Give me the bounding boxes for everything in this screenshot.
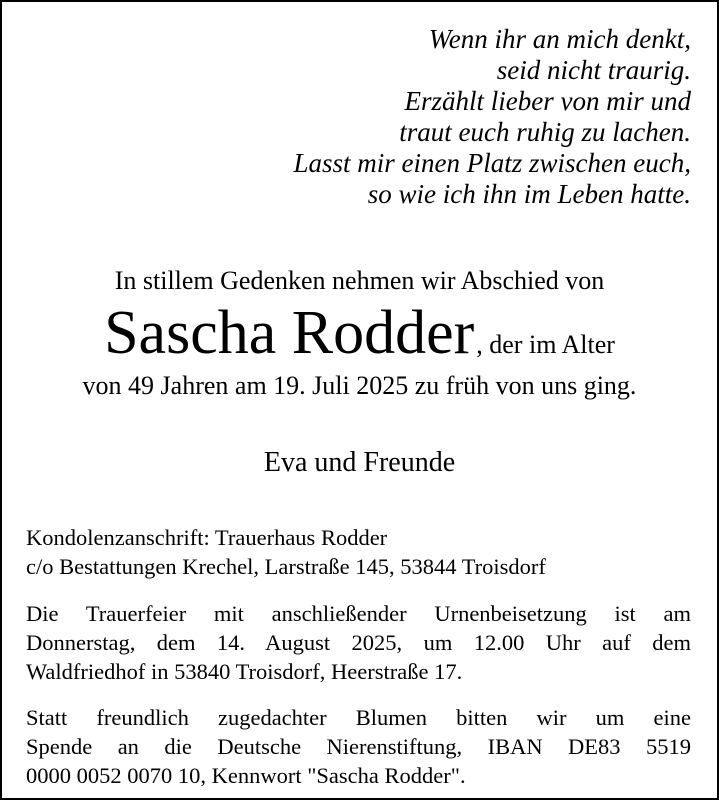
condolence-line: Kondolenzanschrift: Trauerhaus Rodder — [26, 525, 388, 550]
donation-line: Statt freundlich zugedachter Blumen bitten wir um eine — [26, 705, 691, 730]
donation-line: Spende an die Deutsche Nierenstiftung, IBAN DE83 5519 — [26, 734, 691, 759]
deceased-name-line — [2, 300, 717, 366]
poem — [294, 24, 691, 210]
service-line: Donnerstag, dem 14. August 2025, um 12.00 Uhr auf dem — [26, 630, 691, 655]
poem-line: seid nicht traurig. — [496, 55, 691, 85]
mourners-signature: Eva und Freunde — [263, 447, 456, 478]
name-suffix: , der im Alter — [476, 330, 615, 359]
donation-line: 0000 0052 0070 10, Kennwort "Sascha Rodder". — [26, 763, 466, 788]
poem-line: Erzählt lieber von mir und — [404, 86, 691, 116]
deceased-name: Sascha Rodder — [104, 299, 475, 367]
poem-line: Wenn ihr an mich denkt, — [428, 24, 691, 54]
service-line: Waldfriedhof in 53840 Troisdorf, Heerstraße 17. — [26, 659, 463, 684]
poem-line: Lasst mir einen Platz zwischen euch, — [293, 148, 691, 178]
condolence-line: c/o Bestattungen Krechel, Larstraße 145, 53844 Troisdorf — [26, 554, 546, 579]
farewell-intro: In stillem Gedenken nehmen wir Abschied von — [114, 266, 605, 295]
poem-line: traut euch ruhig zu lachen. — [399, 117, 691, 147]
poem-line: so wie ich ihn im Leben hatte. — [367, 179, 691, 209]
age-and-date: von 49 Jahren am 19. Juli 2025 zu früh von uns ging. — [82, 371, 637, 400]
condolence-address — [26, 523, 546, 581]
service-line: Die Trauerfeier mit anschließender Urnenbeisetzung ist am — [26, 601, 691, 626]
funeral-service-info — [26, 599, 691, 686]
donation-info — [26, 703, 691, 790]
